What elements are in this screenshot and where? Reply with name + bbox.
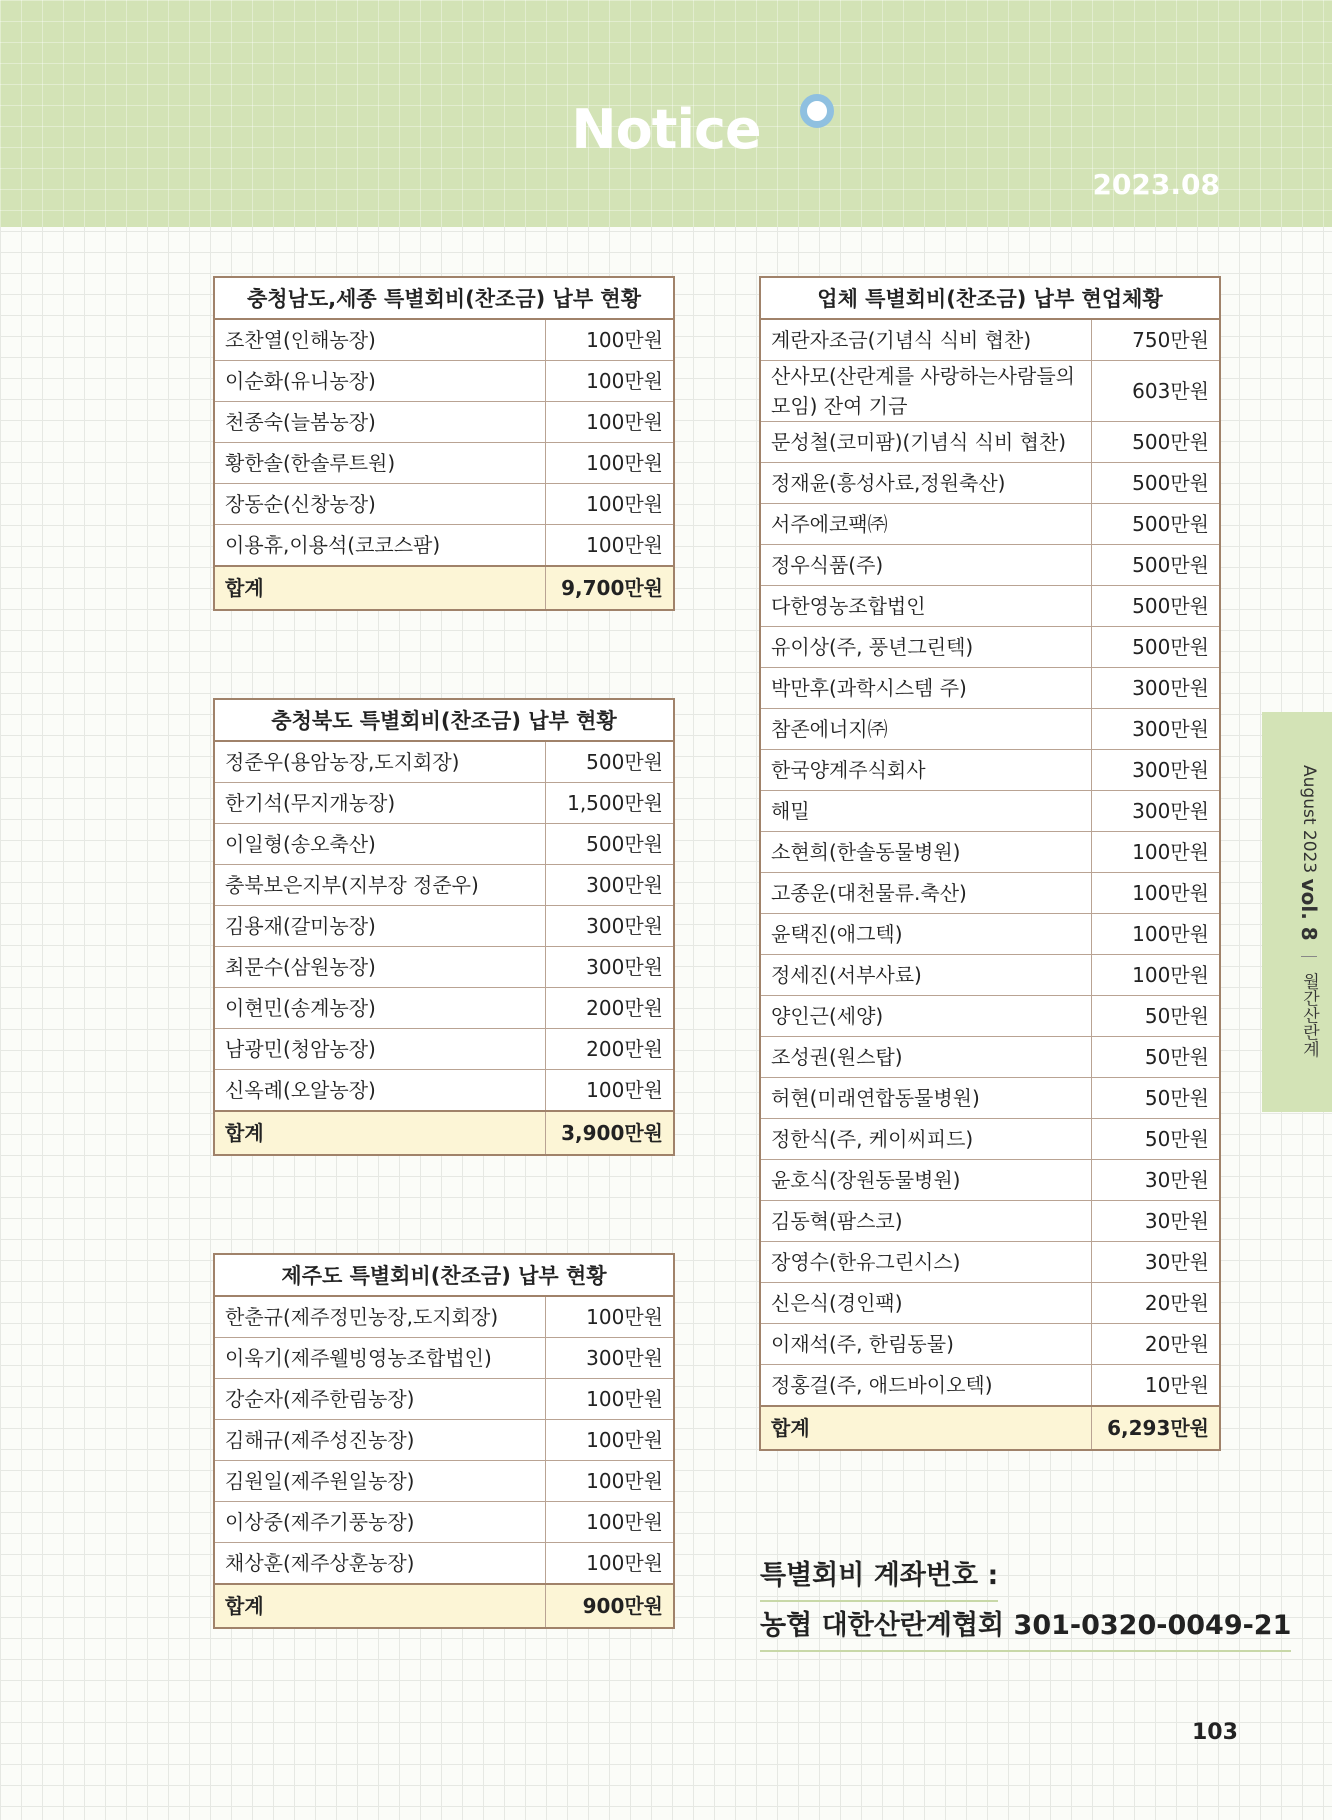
account-number: 농협 대한산란계협회 301-0320-0049-21 [760,1602,1291,1652]
donor-name: 최문수(삼원농장) [214,947,546,988]
chungbuk-table-title: 충청북도 특별회비(찬조금) 납부 현황 [214,699,674,741]
donor-name: 조성권(원스탑) [760,1037,1092,1078]
chungbuk-table [213,698,675,1156]
donor-name: 정홍걸(주, 애드바이오텍) [760,1365,1092,1407]
donor-name: 신은식(경인팩) [760,1283,1092,1324]
side-volume: vol. 8 [1297,878,1321,941]
donation-amount: 300만원 [546,947,675,988]
table-row [760,463,1220,504]
account-label: 특별회비 계좌번호 : [760,1552,998,1602]
donation-amount: 100만원 [546,484,675,525]
table-row [214,484,674,525]
table-row [760,627,1220,668]
donor-name: 소현희(한솔동물병원) [760,832,1092,873]
donation-amount: 30만원 [1092,1201,1221,1242]
page-number: 103 [1192,1720,1238,1745]
table-row [760,955,1220,996]
donation-amount: 20만원 [1092,1283,1221,1324]
side-magazine: 월간산란계 [1299,972,1319,1058]
donation-amount: 750만원 [1092,319,1221,361]
donation-amount: 50만원 [1092,1037,1221,1078]
side-month-year: August 2023 [1299,765,1319,874]
donor-name: 한기석(무지개농장) [214,783,546,824]
table-row [760,1078,1220,1119]
table-row [214,947,674,988]
table-row [760,1283,1220,1324]
donation-amount: 100만원 [1092,832,1221,873]
total-row [760,1406,1220,1450]
table-row [760,996,1220,1037]
donation-amount: 1,500만원 [546,783,675,824]
total-row [214,566,674,610]
donation-amount: 100만원 [546,361,675,402]
total-label: 합계 [760,1406,1092,1450]
total-label: 합계 [214,1584,546,1628]
donation-amount: 500만원 [1092,586,1221,627]
table-row [760,1037,1220,1078]
donor-name: 참존에너지㈜ [760,709,1092,750]
table-row [214,1029,674,1070]
table-row [214,783,674,824]
donation-amount: 100만원 [546,1502,675,1543]
total-row [214,1584,674,1628]
donor-name: 김동혁(팜스코) [760,1201,1092,1242]
table-row [760,361,1220,422]
table-row [760,668,1220,709]
donation-amount: 300만원 [546,906,675,947]
donor-name: 김용재(갈미농장) [214,906,546,947]
donor-name: 김해규(제주성진농장) [214,1420,546,1461]
donation-amount: 500만원 [546,824,675,865]
industry-table-title: 업체 특별회비(찬조금) 납부 현업체황 [760,277,1220,319]
jeju-table [213,1253,675,1629]
table-row [760,791,1220,832]
donor-name: 계란자조금(기념식 식비 협찬) [760,319,1092,361]
donor-name: 이순화(유니농장) [214,361,546,402]
table-row [214,1379,674,1420]
table-row [214,741,674,783]
donor-name: 황한솔(한솔루트원) [214,443,546,484]
donor-name: 충북보은지부(지부장 정준우) [214,865,546,906]
donor-name: 고종운(대천물류.축산) [760,873,1092,914]
table-row [760,586,1220,627]
issue-date: 2023.08 [1092,168,1220,201]
donor-name: 유이상(주, 풍년그린텍) [760,627,1092,668]
table-row [214,443,674,484]
donor-name: 산사모(산란계를 사랑하는사람들의 모임) 잔여 기금 [760,361,1092,422]
donor-name: 문성철(코미팜)(기념식 식비 협찬) [760,422,1092,463]
chungnam-table-title: 충청남도,세종 특별회비(찬조금) 납부 현황 [214,277,674,319]
table-row [760,504,1220,545]
table-row [760,832,1220,873]
table-row [214,988,674,1029]
page-header [0,0,1332,227]
table-row [760,1160,1220,1201]
donation-amount: 300만원 [546,1338,675,1379]
donor-name: 정한식(주, 케이씨피드) [760,1119,1092,1160]
page-title: Notice [571,98,761,161]
side-divider [1301,956,1317,957]
total-label: 합계 [214,566,546,610]
donation-amount: 100만원 [546,1296,675,1338]
chungnam-table [213,276,675,611]
donation-amount: 500만원 [1092,422,1221,463]
donation-amount: 100만원 [546,1420,675,1461]
donor-name: 김원일(제주원일농장) [214,1461,546,1502]
donation-amount: 603만원 [1092,361,1221,422]
table-row [214,1420,674,1461]
table-row [214,525,674,567]
donor-name: 한국양계주식회사 [760,750,1092,791]
donation-amount: 100만원 [1092,955,1221,996]
donation-amount: 50만원 [1092,996,1221,1037]
donation-amount: 100만원 [1092,873,1221,914]
donor-name: 이욱기(제주웰빙영농조합법인) [214,1338,546,1379]
donor-name: 이일형(송오축산) [214,824,546,865]
donation-amount: 10만원 [1092,1365,1221,1407]
donor-name: 이용휴,이용석(코코스팜) [214,525,546,567]
table-row [760,319,1220,361]
donation-amount: 300만원 [1092,668,1221,709]
donation-amount: 50만원 [1092,1078,1221,1119]
donor-name: 강순자(제주한림농장) [214,1379,546,1420]
total-amount: 6,293만원 [1092,1406,1221,1450]
table-row [760,750,1220,791]
donor-name: 신옥례(오알농장) [214,1070,546,1112]
industry-table [759,276,1221,1451]
donation-amount: 100만원 [546,1070,675,1112]
donor-name: 정우식품(주) [760,545,1092,586]
donation-amount: 100만원 [546,443,675,484]
donor-name: 정세진(서부사료) [760,955,1092,996]
donor-name: 해밀 [760,791,1092,832]
donation-amount: 30만원 [1092,1160,1221,1201]
table-row [760,709,1220,750]
donation-amount: 300만원 [1092,709,1221,750]
table-row [760,873,1220,914]
donor-name: 양인근(세양) [760,996,1092,1037]
donation-amount: 100만원 [546,319,675,361]
table-row [760,545,1220,586]
table-row [214,906,674,947]
table-row [214,1338,674,1379]
donation-amount: 500만원 [1092,463,1221,504]
donor-name: 박만후(과학시스템 주) [760,668,1092,709]
table-row [214,824,674,865]
table-row [214,402,674,443]
donor-name: 장동순(신창농장) [214,484,546,525]
circle-icon [800,94,834,128]
table-row [760,1201,1220,1242]
donation-amount: 20만원 [1092,1324,1221,1365]
donation-amount: 200만원 [546,988,675,1029]
total-label: 합계 [214,1111,546,1155]
table-row [760,422,1220,463]
table-row [214,1543,674,1585]
table-row [214,1070,674,1112]
donation-amount: 100만원 [546,525,675,567]
account-info [760,1552,1291,1652]
donor-name: 이현민(송계농장) [214,988,546,1029]
table-row [214,1461,674,1502]
donation-amount: 100만원 [1092,914,1221,955]
donor-name: 허현(미래연합동물병원) [760,1078,1092,1119]
donor-name: 다한영농조합법인 [760,586,1092,627]
table-row [214,1296,674,1338]
donation-amount: 100만원 [546,1543,675,1585]
jeju-table-title: 제주도 특별회비(찬조금) 납부 현황 [214,1254,674,1296]
total-amount: 3,900만원 [546,1111,675,1155]
table-row [760,914,1220,955]
donor-name: 이재석(주, 한림동물) [760,1324,1092,1365]
donation-amount: 50만원 [1092,1119,1221,1160]
donation-amount: 500만원 [1092,627,1221,668]
total-row [214,1111,674,1155]
total-amount: 900만원 [546,1584,675,1628]
donation-amount: 300만원 [1092,791,1221,832]
table-row [214,361,674,402]
donor-name: 정재윤(흥성사료,정원축산) [760,463,1092,504]
donation-amount: 300만원 [1092,750,1221,791]
donor-name: 윤호식(장원동물병원) [760,1160,1092,1201]
total-amount: 9,700만원 [546,566,675,610]
donation-amount: 30만원 [1092,1242,1221,1283]
donation-amount: 500만원 [1092,545,1221,586]
donor-name: 정준우(용암농장,도지회장) [214,741,546,783]
table-row [214,1502,674,1543]
donation-amount: 100만원 [546,1461,675,1502]
table-row [214,319,674,361]
table-row [760,1119,1220,1160]
donor-name: 한춘규(제주정민농장,도지회장) [214,1296,546,1338]
donor-name: 채상훈(제주상훈농장) [214,1543,546,1585]
donor-name: 남광민(청암농장) [214,1029,546,1070]
donor-name: 천종숙(늘봄농장) [214,402,546,443]
donation-amount: 500만원 [546,741,675,783]
donation-amount: 300만원 [546,865,675,906]
donation-amount: 100만원 [546,402,675,443]
donor-name: 이상중(제주기풍농장) [214,1502,546,1543]
table-row [214,865,674,906]
table-row [760,1324,1220,1365]
donation-amount: 200만원 [546,1029,675,1070]
donor-name: 서주에코팩㈜ [760,504,1092,545]
table-row [760,1365,1220,1407]
donor-name: 윤택진(애그텍) [760,914,1092,955]
donation-amount: 100만원 [546,1379,675,1420]
donation-amount: 500만원 [1092,504,1221,545]
donor-name: 조찬열(인해농장) [214,319,546,361]
donor-name: 장영수(한유그린시스) [760,1242,1092,1283]
table-row [760,1242,1220,1283]
side-label [1297,765,1322,1058]
